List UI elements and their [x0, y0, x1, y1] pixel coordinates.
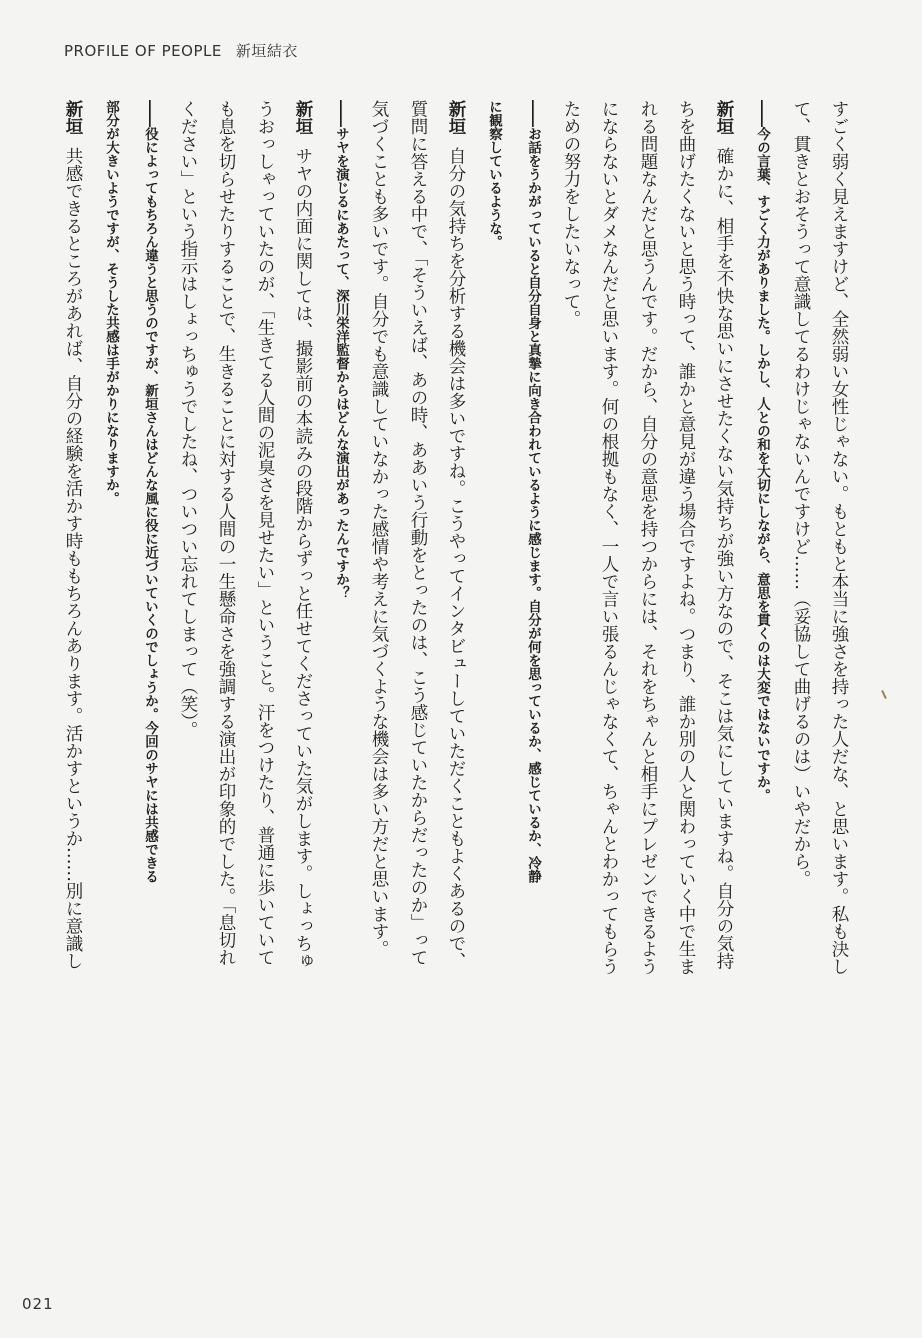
line-text: サヤの内面に関しては、撮影前の本読みの段階からずっと任せてくださっていた気がします。しょっちゅ [293, 147, 313, 970]
speaker-label: 新垣 [446, 100, 466, 135]
answer-line [58, 100, 88, 1330]
answer-line [441, 100, 471, 1330]
line-text: うおっしゃっていたのが、「生きてる人間の泥臭さを見せたい」ということ。汗をつけたり、普通に歩いていて [255, 100, 275, 967]
speaker-label: 新垣 [714, 100, 734, 135]
line-text: 自分の気持ちを分析する機会は多いですね。こうやってインタビューしていただくこともよくあるので、 [446, 147, 466, 970]
line-text: ための努力をしたいなって。 [561, 100, 581, 328]
line-text: て、貫きとおそうって意識してるわけじゃないんですけど……（妥協して曲げるのは）いやだから。 [791, 100, 811, 888]
line-text: に観察しているような。 [486, 100, 502, 249]
question-line [747, 100, 777, 1330]
paper-speck [881, 690, 887, 699]
line-text: ――サヤを演じるにあたって、深川栄洋監督からはどんな演出があったんですか？ [333, 100, 349, 600]
answer-line [594, 100, 624, 1330]
header-person-name: 新垣結衣 [235, 42, 298, 60]
answer-line [633, 100, 663, 1330]
answer-line [556, 100, 586, 1330]
header-section-title: PROFILE OF PEOPLE [64, 42, 222, 60]
answer-line [250, 100, 280, 1330]
line-text: ――今の言葉、すごく力がありました。しかし、人との和を大切にしながら、意思を貫くのは大変ではないですか。 [754, 100, 770, 802]
line-text: ください」という指示はしょっちゅうでしたね、ついつい忘れてしまって（笑）。 [178, 100, 198, 739]
question-line [96, 100, 126, 1330]
answer-line [709, 100, 739, 1330]
line-text: 共感できるところがあれば、自分の経験を活かす時ももちろんあります。活かすというか……別に意識し [63, 147, 83, 970]
line-text: すごく弱く見えますけど、全然弱い女性じゃない。もともと本当に強さを持った人だな、と思います。私も決し [829, 100, 849, 975]
running-header [64, 40, 298, 61]
answer-line [824, 100, 854, 1330]
answer-line [364, 100, 394, 1330]
question-line [479, 100, 509, 1330]
question-line [518, 100, 548, 1330]
line-text: にならないとダメなんだと思います。何の根拠もなく、一人で言い張るんじゃなくて、ちゃんとわかってもらう [599, 100, 619, 975]
answer-line [786, 100, 816, 1330]
line-text: ――お話をうかがっていると自分自身と真摯に向き合われているように感じます。自分が何を思っているか、感じているか、冷静 [525, 100, 541, 883]
line-text: 気づくことも多いです。自分でも意識していなかった感情や考えに気づくような機会は多い方だと思います。 [369, 100, 389, 958]
question-line [135, 100, 165, 1330]
answer-line [288, 100, 318, 1330]
answer-line [403, 100, 433, 1330]
line-text: れる問題なんだと思うんです。だから、自分の意思を持つからには、それをちゃんと相手にプレゼンできるよう [638, 100, 658, 975]
line-text: 質問に答える中で、「そういえば、あの時、ああいう行動をとったのは、こう感じていたからだったのか」って [408, 100, 428, 967]
line-text: も息を切らせたりすることで、生きることに対する人間の一生懸命さを強調する演出が印象的でした。「息切れ [216, 100, 236, 967]
line-text: 部分が大きいようですが、そうした共感は手がかりになりますか。 [103, 100, 119, 505]
line-text: ――役によってもちろん違うと思うのですが、新垣さんはどんな風に役に近づいていくのでしょうか。今回のサヤには共感できる [142, 100, 158, 883]
line-text: ちを曲げたくないと思う時って、誰かと意見が違う場合ですよね。つまり、誰か別の人と関わっていく中で生ま [676, 100, 696, 975]
answer-line [211, 100, 241, 1330]
answer-line [173, 100, 203, 1330]
speaker-label: 新垣 [293, 100, 313, 135]
question-line [326, 100, 356, 1330]
page-number: 021 [22, 1295, 54, 1313]
line-text: 確かに、相手を不快な思いにさせたくない気持ちが強い方なので、そこは気にしていますね。自分の気持 [714, 147, 734, 970]
answer-line [671, 100, 701, 1330]
speaker-label: 新垣 [63, 100, 83, 135]
